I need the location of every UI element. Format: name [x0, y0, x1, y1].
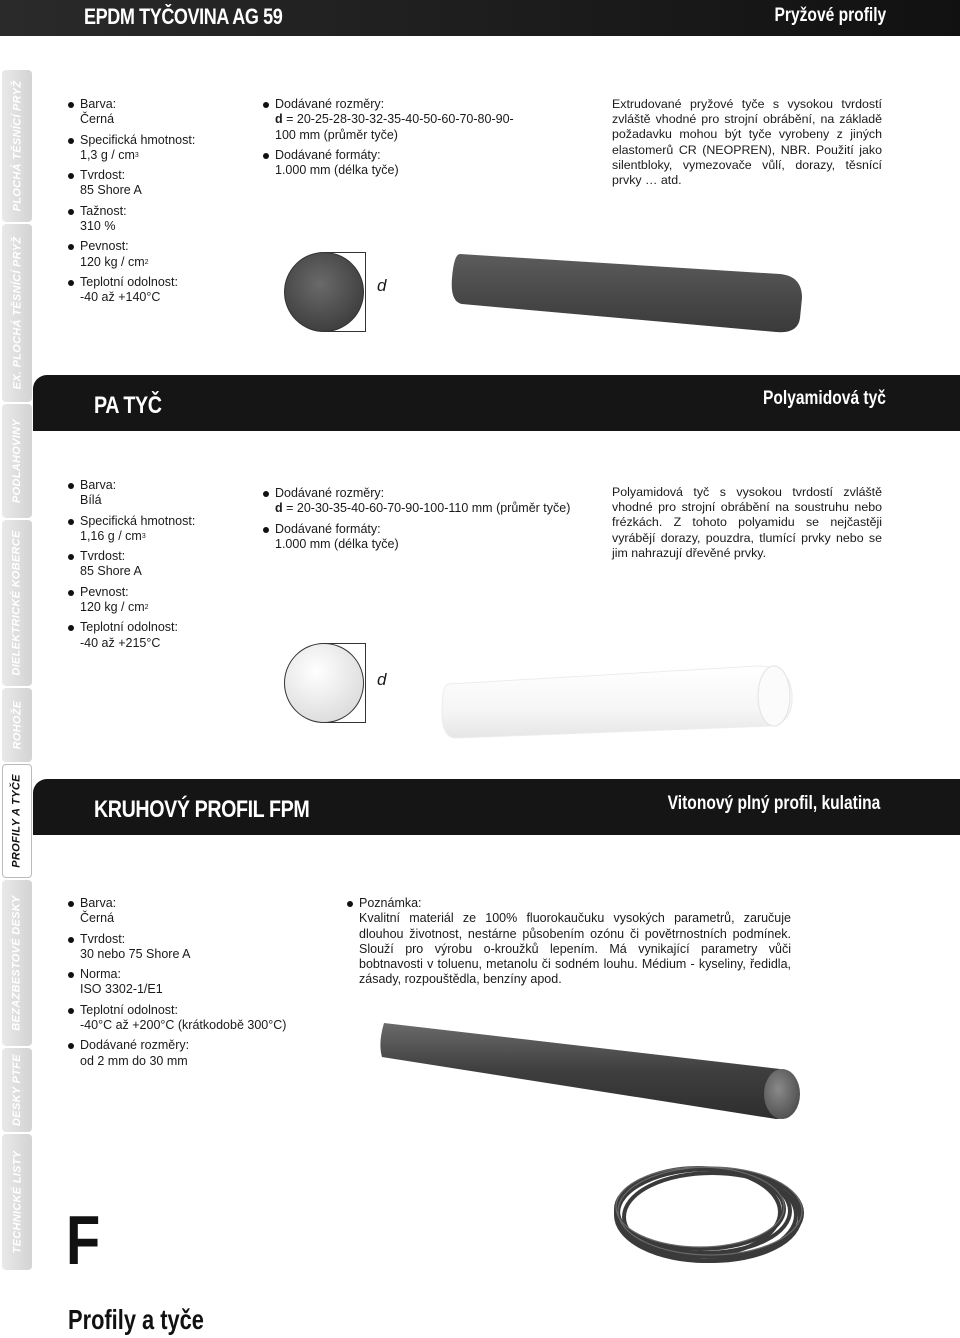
diameter-symbol: d: [377, 670, 387, 689]
tab-label: EX. PLOCHÁ TĚSNÍCÍ PRYŽ: [11, 236, 23, 390]
dimension-tick: [326, 252, 366, 253]
spec-label: Barva:: [68, 97, 248, 112]
dimension-line: [365, 252, 366, 332]
tab-dielektricke-koberce[interactable]: [2, 520, 32, 686]
spec-value: Černá: [80, 911, 115, 926]
fpm-subtitle: Vitonový plný profil, kulatina: [667, 793, 880, 814]
spec-value: 120 kg / cm: [80, 600, 145, 615]
dimension-tick: [326, 643, 366, 644]
tab-label: PLOCHÁ TĚSNÍCÍ PRYŽ: [11, 80, 24, 212]
page-title: EPDM TYČOVINA AG 59: [84, 4, 283, 29]
pa-rod-image: [440, 652, 800, 742]
tab-desky-ptfe[interactable]: [2, 1048, 32, 1132]
epdm-description: Extrudované pryžové tyče s vysokou tvrdostí zvláště vhodné pro strojní obrábění, na základě požadavku mohou být tyče vyrobeny z jiných elastomerů CR (NEOPREN), NBR. Použití jako silentbloky, vymezovače vůlí, dorazy, těsnící prvky … atd.: [612, 97, 882, 188]
fpm-rod-image: [380, 1015, 810, 1145]
spec-value: Černá: [80, 112, 115, 127]
sizes-value-row: [263, 501, 593, 516]
tab-label: DIELEKTRICKÉ KOBERCE: [11, 530, 23, 676]
spec-value: ISO 3302-1/E1: [80, 982, 163, 997]
tab-label: PODLAHOVINY: [11, 419, 24, 503]
tab-rohoze[interactable]: [2, 688, 32, 762]
spec-label: Specifická hmotnost:: [68, 514, 248, 529]
pa-title: PA TYČ: [94, 392, 162, 419]
spec-value: -40 až +140°C: [80, 290, 161, 305]
cross-section-circle: [284, 252, 364, 332]
sidebar: [0, 70, 34, 1270]
spec-value: 1,3 g / cm: [80, 147, 135, 162]
cross-section-circle: [284, 643, 364, 723]
spec-label: Teplotní odolnost:: [68, 275, 248, 290]
spec-label: Teplotní odolnost:: [68, 620, 248, 635]
tab-podlahoviny[interactable]: [2, 404, 32, 518]
spec-label: Tvrdost:: [68, 932, 338, 947]
dimension-tick: [326, 331, 366, 332]
note-label: Poznámka:: [347, 896, 791, 911]
spec-label: Tvrdost:: [68, 168, 248, 183]
spec-label: Norma:: [68, 967, 338, 982]
spec-unit-exponent: 2: [144, 604, 149, 612]
epdm-dimensions: [263, 97, 531, 183]
spec-value: 310 %: [80, 219, 116, 234]
fpm-note: [347, 896, 791, 993]
fpm-title: KRUHOVÝ PROFIL FPM: [94, 796, 310, 823]
pa-specs: [68, 478, 248, 656]
tab-label: PROFILY A TYČE: [11, 774, 23, 868]
spec-label: Pevnost:: [68, 585, 248, 600]
spec-label: Dodávané rozměry:: [68, 1038, 338, 1053]
tab-label: DESKY PTFE: [11, 1054, 23, 1126]
fpm-specs: [68, 896, 338, 1074]
dimension-line: [365, 643, 366, 723]
d-prefix: d: [275, 501, 283, 516]
spec-value-row: [68, 255, 248, 270]
sizes-label: Dodávané rozměry:: [263, 486, 593, 501]
tab-label: BEZAZBESTOVÉ DESKY: [11, 895, 24, 1031]
category-title: Pryžové profily: [774, 5, 886, 26]
spec-label: Tažnost:: [68, 204, 248, 219]
pa-description: Polyamidová tyč s vysokou tvrdostí zvláště vhodné pro strojní obrábění na soustruhu nebo frézkách. Z tohoto polyamidu se nejčastěji vyrábějí dorazy, pouzdra, tlumící prvky nebo se jim nahrazují dřevěné prvky.: [612, 485, 882, 560]
section-letter: F: [66, 1201, 101, 1279]
tab-profily-a-tyce[interactable]: [2, 764, 32, 878]
spec-label: Specifická hmotnost:: [68, 133, 248, 148]
spec-value-row: [68, 529, 248, 544]
formats-value: 1.000 mm (délka tyče): [275, 163, 399, 178]
formats-value: 1.000 mm (délka tyče): [275, 536, 399, 551]
spec-value: Bílá: [80, 493, 102, 508]
diameter-symbol: d: [377, 276, 387, 295]
tab-label: ROHOŽE: [11, 700, 24, 750]
spec-value: od 2 mm do 30 mm: [80, 1053, 188, 1068]
formats-label: Dodávané formáty:: [263, 522, 593, 537]
spec-value: 85 Shore A: [80, 183, 142, 198]
spec-value: 85 Shore A: [80, 564, 142, 579]
spec-value: 30 nebo 75 Shore A: [80, 946, 191, 961]
spec-unit-exponent: 3: [134, 151, 139, 159]
spec-label: Teplotní odolnost:: [68, 1003, 338, 1018]
epdm-rod-image: [450, 248, 810, 336]
sizes-value: = 20-25-28-30-32-35-40-50-60-70-80-90-100 mm (průměr tyče): [275, 112, 514, 142]
spec-label: Barva:: [68, 478, 248, 493]
spec-label: Pevnost:: [68, 239, 248, 254]
spec-label: Tvrdost:: [68, 549, 248, 564]
spec-value: 120 kg / cm: [80, 254, 145, 269]
formats-label: Dodávané formáty:: [263, 148, 531, 163]
dimension-tick: [326, 722, 366, 723]
tab-label: TECHNICKÉ LISTY: [11, 1150, 23, 1254]
spec-label: Barva:: [68, 896, 338, 911]
sizes-value-row: [263, 112, 531, 143]
d-prefix: d: [275, 112, 283, 127]
footer-title: Profily a tyče: [68, 1304, 204, 1335]
epdm-specs: [68, 97, 248, 311]
tab-plocha-tesnici-pryz[interactable]: [2, 70, 32, 222]
tab-technicke-listy[interactable]: [2, 1134, 32, 1270]
spec-value: -40°C až +200°C (krátkodobě 300°C): [80, 1018, 287, 1033]
spec-unit-exponent: 2: [144, 258, 149, 266]
spec-value: -40 až +215°C: [80, 635, 161, 650]
sizes-label: Dodávané rozměry:: [263, 97, 531, 112]
pa-subtitle: Polyamidová tyč: [763, 388, 886, 409]
pa-dimensions: [263, 486, 593, 557]
spec-value-row: [68, 600, 248, 615]
note-text: Kvalitní materiál ze 100% fluorokaučuku vysokých parametrů, zaručuje dlouhou životnost, nestárne působením ozónu či povětrnostních podmínek. Slouží pro výrobu o-kroužků lepením. Má vynikající parametry vůči bobtnavosti v toluenu, metanolu či sodném louhu. Médium - kyseliny, ředidla, zásady, rozpouštědla, benzíny apod.: [359, 911, 791, 987]
sizes-value: = 20-30-35-40-60-70-90-100-110 mm (průměr tyče): [282, 501, 571, 516]
spec-unit-exponent: 3: [141, 532, 146, 540]
spec-value: 1,16 g / cm: [80, 528, 142, 543]
tab-bezazbestove-desky[interactable]: [2, 880, 32, 1046]
spec-value-row: [68, 148, 248, 163]
tab-ex-plocha-tesnici-pryz[interactable]: [2, 224, 32, 402]
fpm-coil-image: [600, 1155, 810, 1270]
